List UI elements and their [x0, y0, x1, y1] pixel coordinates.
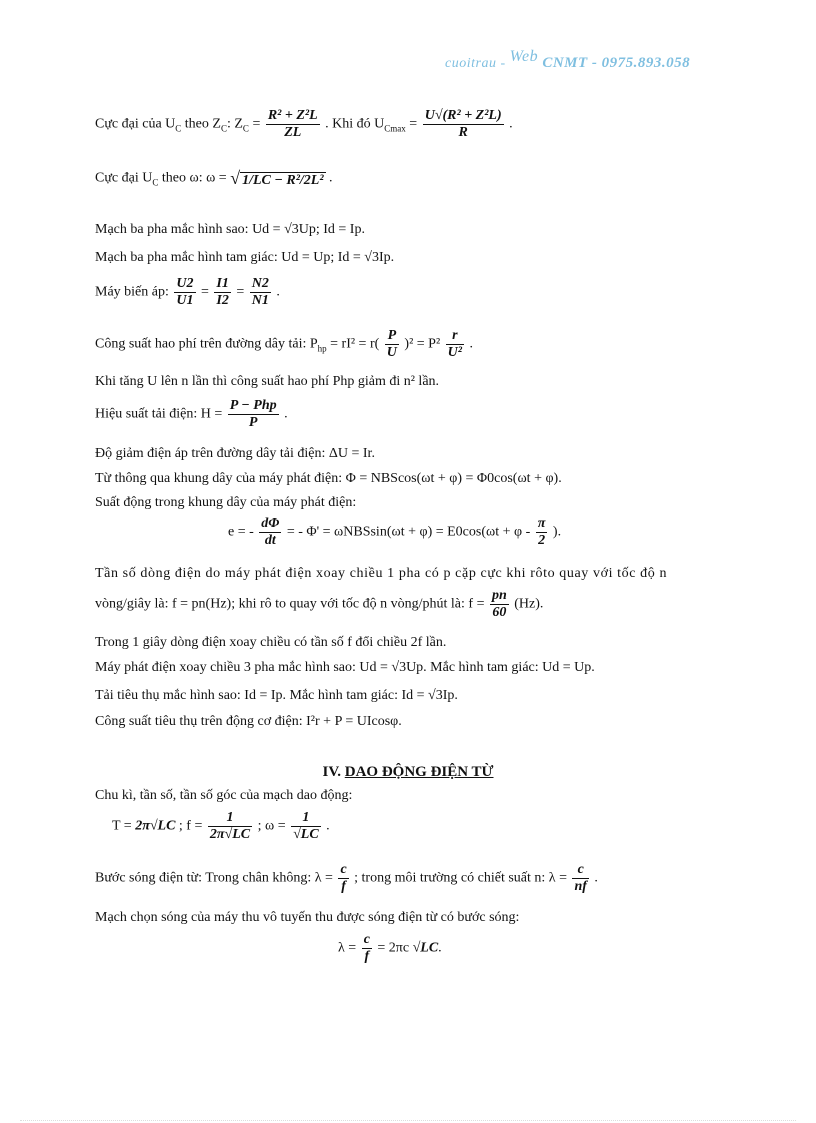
text-receiver: Mạch chọn sóng của máy thu vô tuyến thu được sóng điện từ có bước sóng:	[95, 910, 520, 925]
text-motor-power: Công suất tiêu thụ trên động cơ điện: I²r + P = UIcosφ.	[95, 714, 402, 729]
watermark-part3: CNMT - 0975.893.058	[538, 55, 691, 71]
watermark-web: Web	[509, 48, 539, 65]
watermark	[445, 48, 785, 82]
text-generator-3phase: Máy phát điện xoay chiều 3 pha mắc hình sao: Ud = √3Up. Mắc hình tam giác: Ud = Up.	[95, 660, 595, 675]
formula-uc-max-omega: Cực đại $U_C$ theo ω: ω = √ 1/LC − R²/2L² .	[95, 168, 333, 188]
formula-uc-max-zc: Cực đại của $U_C$ theo $Z_C$: $Z_C$ = $\frac{\text{R² + Z²L}}{ZL}$ . Khi đó $U_{Cmax}$ = $\frac{\text{U√(R² + Z²L)}}{R}$ .	[95, 108, 513, 140]
text-oscillation-title: Chu kì, tần số, tần số góc của mạch dao động:	[95, 788, 353, 803]
fraction: $\frac{\text{R² + Z²L}}{ZL}$	[267, 108, 318, 140]
section-heading: IV. DAO ĐỘNG ĐIỆN TỪ	[322, 764, 494, 780]
text-three-phase-delta: Mạch ba pha mắc hình tam giác: Ud = Up; Id = √3Ip.	[95, 250, 395, 265]
watermark-part1: cuoitrau -	[445, 56, 510, 71]
formula-transformer: Máy biến áp: $\frac{U2}{U1}$ = $\frac{I1}{I2}$ = $\frac{N2}{N1}$ .	[95, 276, 280, 308]
formula-period-frequency: T = 2π√LC ; f = $\frac{1}{2\pi√LC}$ ; ω = $\frac{1}{√LC}$ .	[112, 810, 330, 842]
formula-power-loss: Công suất hao phí trên đường dây tải: $P_{hp} = rI^2 = r$( $\frac{P}{U}$ )² = P² $\frac{r}{\text{U²}}$ .	[95, 328, 473, 360]
text-frequency: Tần số dòng điện do máy phát điện xoay chiều 1 pha có p cặp cực khi rôto quay với tốc độ n	[95, 566, 668, 581]
sqrt-expression: √ 1/LC − R²/2L²	[230, 168, 324, 188]
formula-received-wavelength: λ = $\frac{c}{f}$ = 2πc √LC.	[338, 932, 442, 964]
formula-emf: e = - $\frac{d\Phi}{dt}$ = - Φ' = ωNBSsin(ωt + φ) = E0cos(ωt + φ - $\frac{\pi}{2}$ ).	[228, 516, 562, 548]
text-voltage-increase: Khi tăng U lên n lần thì công suất hao phí Php giảm đi n² lần.	[95, 374, 440, 389]
text-voltage-drop: Độ giảm điện áp trên đường dây tải điện: ΔU = Ir.	[95, 446, 375, 461]
text-load-3phase: Tải tiêu thụ mắc hình sao: Id = Ip. Mắc hình tam giác: Id = √3Ip.	[95, 688, 458, 703]
text-three-phase-star: Mạch ba pha mắc hình sao: Ud = √3Up; Id = Ip.	[95, 222, 365, 237]
formula-efficiency: Hiệu suất tải điện: H = $\frac{\text{P − Php}}{P}$ .	[95, 398, 288, 430]
formula-frequency: vòng/giây là: f = pn(Hz); khi rô to quay với tốc độ n vòng/phút là: f = $\frac{pn}{60}$ (Hz).	[95, 588, 544, 620]
footer-divider	[20, 1120, 796, 1121]
formula-wavelength: Bước sóng điện từ: Trong chân không: λ = $\frac{c}{f}$ ; trong môi trường có chiết suất n: λ = $\frac{c}{nf}$ .	[95, 862, 598, 894]
text-emf-title: Suất động trong khung dây của máy phát điện:	[95, 495, 357, 510]
text-direction-change: Trong 1 giây dòng điện xoay chiều có tần số f đổi chiều 2f lần.	[95, 635, 447, 650]
text-flux: Từ thông qua khung dây của máy phát điện: Φ = NBScos(ωt + φ) = Φ0cos(ωt + φ).	[95, 471, 562, 486]
fraction: $\frac{\text{U√(R² + Z²L)}}{R}$	[424, 108, 502, 140]
